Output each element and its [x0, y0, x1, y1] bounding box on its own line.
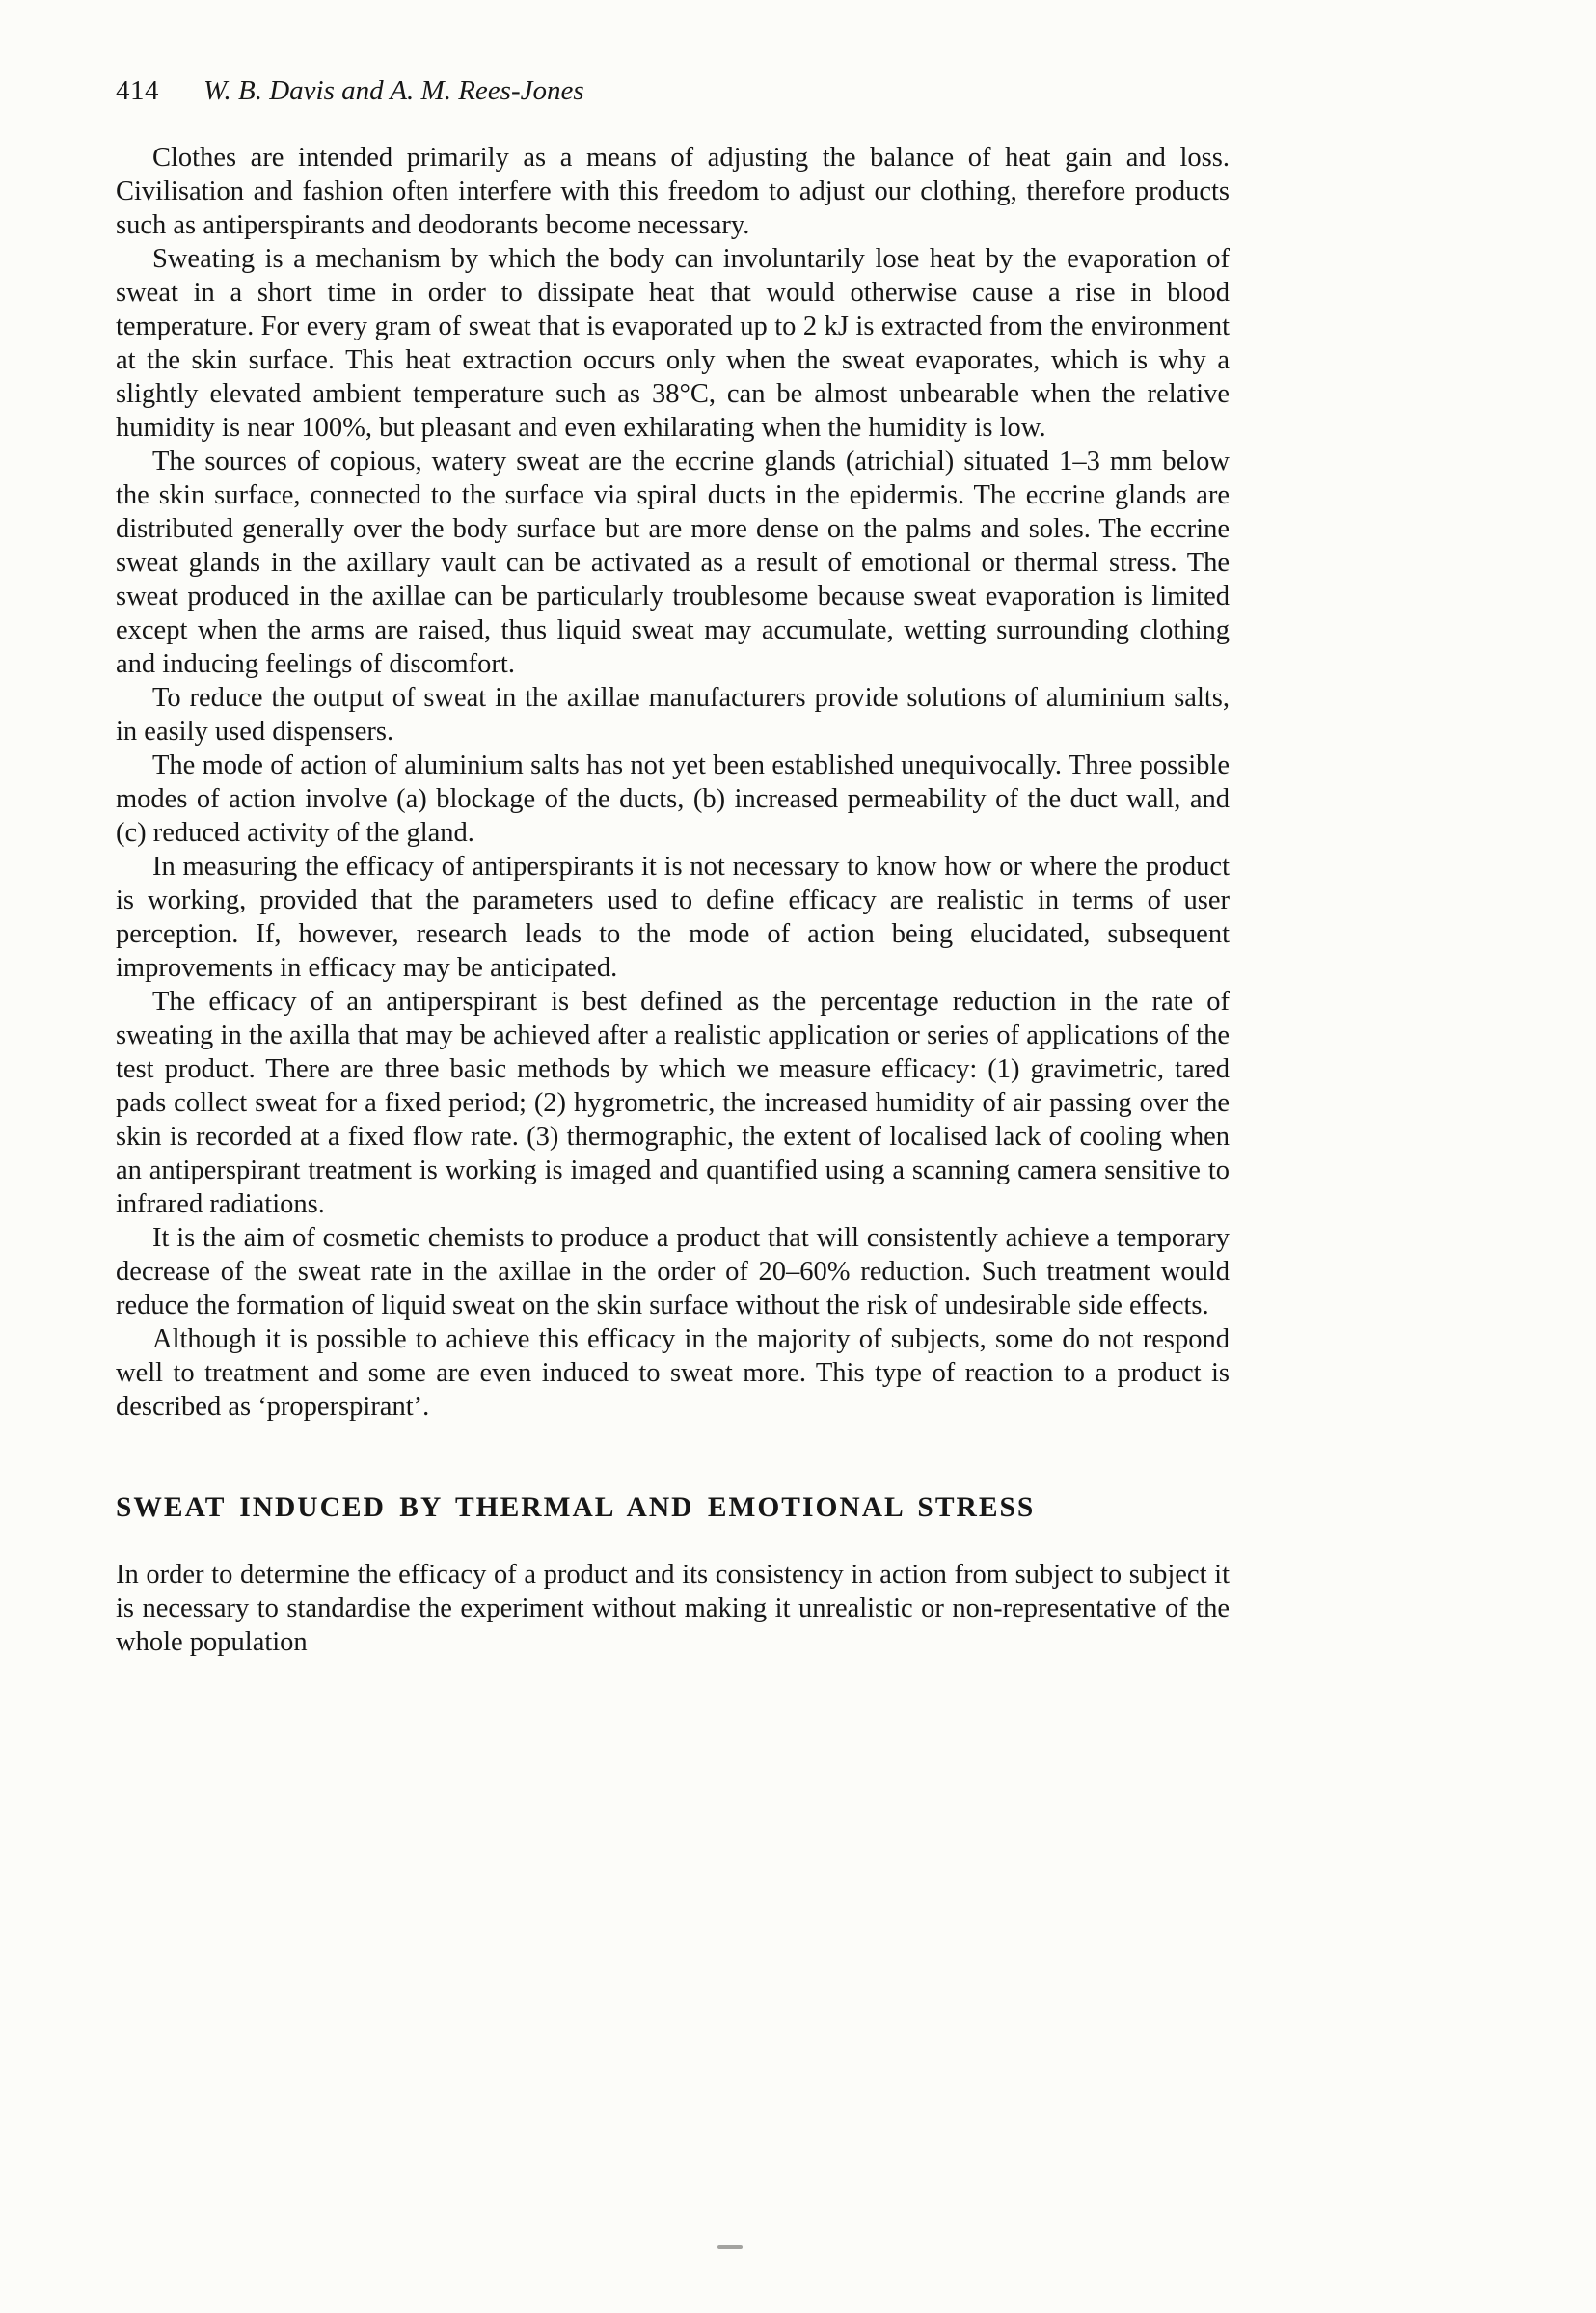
paragraph-measuring-efficacy: In measuring the efficacy of antiperspirants it is not necessary to know how or where the product is working, provided that the parameters used to define efficacy are realistic in terms of user perception. If, however, research leads to the mode of action being elucidated, subsequent improvements in efficacy may be anticipated. [116, 852, 1230, 983]
page-number: 414 [116, 75, 159, 106]
paragraph-mode-of-action: The mode of action of aluminium salts has not yet been established unequivocally. Three possible modes of action involve (a) blockage of the ducts, (b) increased permeability of the duct wall, and (c) reduced activity of the gland. [116, 750, 1230, 848]
paragraph-aluminium-salts-dispensers: To reduce the output of sweat in the axillae manufacturers provide solutions of aluminium salts, in easily used dispensers. [116, 683, 1230, 747]
paragraph-eccrine-glands: The sources of copious, watery sweat are the eccrine glands (atrichial) situated 1–3 mm below the skin surface, connected to the surface via spiral ducts in the epidermis. The eccrine glands are distributed generally over the body surface but are more dense on the palms and soles. The eccrine sweat glands in the axillary vault can be activated as a result of emotional or thermal stress. The sweat produced in the axillae can be particularly troublesome because sweat evaporation is limited except when the arms are raised, thus liquid sweat may accumulate, wetting surrounding clothing and inducing feelings of discomfort. [116, 447, 1230, 679]
paragraph-efficacy-definition-methods: The efficacy of an antiperspirant is best defined as the percentage reduction in the rate of sweating in the axilla that may be achieved after a realistic application or series of applications of the test product. There are three basic methods by which we measure efficacy: (1) gravimetric, tared pads collect sweat for a fixed period; (2) hygrometric, the increased humidity of air passing over the skin is recorded at a fixed flow rate. (3) thermographic, the extent of localised lack of cooling when an antiperspirant treatment is working is imaged and quantified using a scanning camera sensitive to infrared radiations. [116, 987, 1230, 1219]
section-heading-sweat-induced: SWEAT INDUCED BY THERMAL AND EMOTIONAL STRESS [116, 1492, 1036, 1523]
section-paragraph-intro: In order to determine the efficacy of a product and its consistency in action from subject to subject it is necessary to standardise the experiment without making it unrealistic or non-representative of the whole population [116, 1560, 1230, 1657]
paragraph-clothes-intro: Clothes are intended primarily as a means of adjusting the balance of heat gain and loss. Civilisation and fashion often interfere with this freedom to adjust our clothing, therefore products such as antiperspirants and deodorants become necessary. [116, 143, 1230, 240]
running-head [116, 75, 584, 107]
scan-artifact-dash [717, 2245, 743, 2249]
paragraph-cosmetic-chemists-aim: It is the aim of cosmetic chemists to produce a product that will consistently achieve a temporary decrease of the sweat rate in the axillae in the order of 20–60% reduction. Such treatment would reduce the formation of liquid sweat on the skin surface without the risk of undesirable side effects. [116, 1223, 1230, 1320]
running-head-authors: W. B. Davis and A. M. Rees-Jones [203, 75, 584, 106]
paragraph-sweating-mechanism: Sweating is a mechanism by which the body can involuntarily lose heat by the evaporation of sweat in a short time in order to dissipate heat that would otherwise cause a rise in blood temperature. For every gram of sweat that is evaporated up to 2 kJ is extracted from the environment at the skin surface. This heat extraction occurs only when the sweat evaporates, which is why a slightly elevated ambient temperature such as 38°C, can be almost unbearable when the relative humidity is near 100%, but pleasant and even exhilarating when the humidity is low. [116, 244, 1230, 443]
body-text [116, 141, 1230, 1659]
paragraph-properspirant: Although it is possible to achieve this efficacy in the majority of subjects, some do not respond well to treatment and some are even induced to sweat more. This type of reaction to a product is described as ‘properspirant’. [116, 1324, 1230, 1422]
